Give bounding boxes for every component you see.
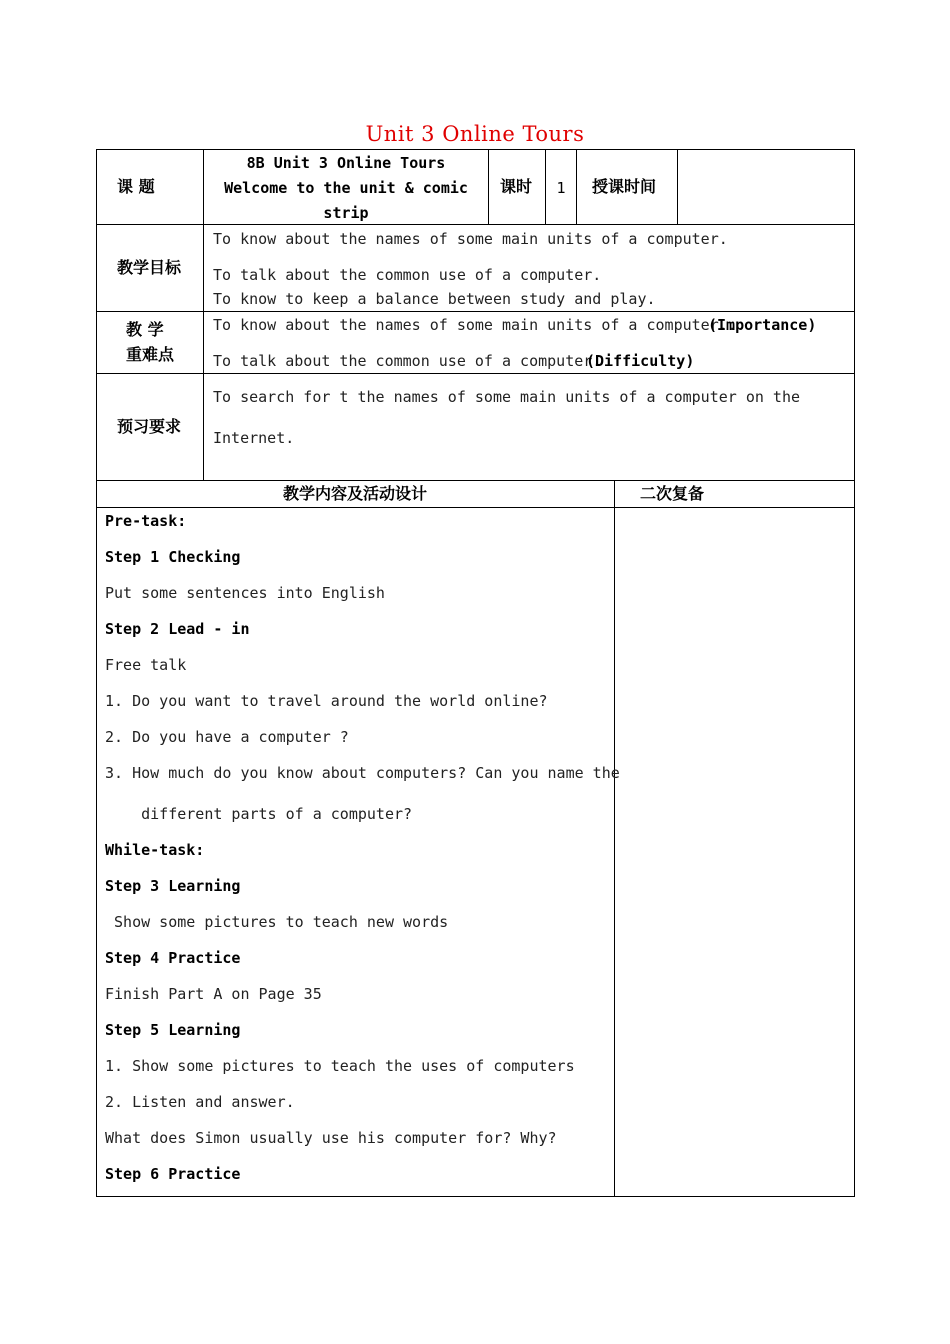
step-1-text: Put some sentences into English [105,584,385,602]
preview-line-2: Internet. [213,429,295,447]
step-3-text: Show some pictures to teach new words [105,913,449,931]
question-1: 1. Do you want to travel around the world online? [105,692,548,710]
step-5-heading: Step 5 Learning [105,1021,241,1039]
objective-item: To know to keep a balance between study and play. [213,290,656,308]
importance-tag: (Importance) [708,316,817,334]
topic-label: 课 题 [117,177,155,196]
objectives-label: 教学目标 [117,258,182,277]
period-value: 1 [556,179,566,197]
step-4-text: Finish Part A on Page 35 [105,985,322,1003]
time-label: 授课时间 [592,177,657,196]
objective-item: To know about the names of some main units of a computer. [213,230,728,248]
step-2-text: Free talk [105,656,187,674]
while-task-heading: While-task: [105,841,205,859]
preview-label: 预习要求 [117,417,182,436]
question-3-cont: different parts of a computer? [105,805,413,823]
review-header: 二次复备 [640,484,705,503]
step-5-item-2: 2. Listen and answer. [105,1093,295,1111]
key-points-label-2: 重难点 [126,345,175,364]
difficulty-tag: (Difficulty) [586,352,695,370]
topic-line-1: 8B Unit 3 Online Tours [246,154,446,172]
step-2-heading: Step 2 Lead - in [105,620,250,638]
step-4-heading: Step 4 Practice [105,949,241,967]
step-1-heading: Step 1 Checking [105,548,241,566]
content-header: 教学内容及活动设计 [282,484,427,503]
topic-line-2: Welcome to the unit & comic [224,179,468,197]
objective-item: To talk about the common use of a computer. [213,266,602,284]
question-3: 3. How much do you know about computers? Can you name the [105,764,620,782]
step-3-heading: Step 3 Learning [105,877,241,895]
key-point-importance: To know about the names of some main units of a computer.. [213,316,737,334]
topic-line-3: strip [323,204,369,222]
key-points-label-1: 教 学 [126,320,164,339]
pre-task-heading: Pre-task: [105,512,187,530]
preview-line-1: To search for t the names of some main units of a computer on the [213,388,800,406]
page-title: Unit 3 Online Tours [365,122,585,146]
step-6-heading: Step 6 Practice [105,1165,241,1183]
key-point-difficulty: To talk about the common use of a computer. [213,352,602,370]
question-2: 2. Do you have a computer ? [105,728,349,746]
step-5-item-1: 1. Show some pictures to teach the uses of computers [105,1057,575,1075]
step-5-question: What does Simon usually use his computer for? Why? [105,1129,557,1147]
period-label: 课时 [500,177,533,196]
